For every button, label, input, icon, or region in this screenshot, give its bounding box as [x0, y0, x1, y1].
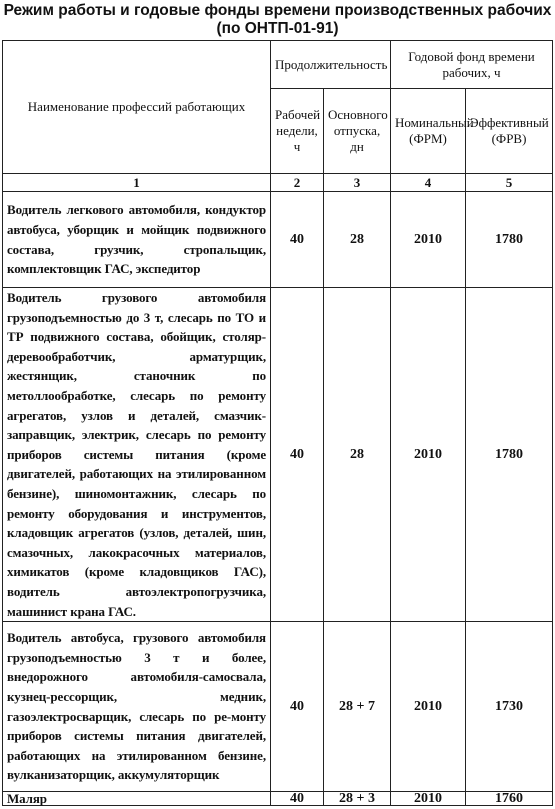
nominal-fund-cell: 2010	[391, 288, 466, 622]
table-row	[3, 192, 553, 288]
profession-cell: Водитель автобуса, грузового автомобиля грузоподъемностью 3 т и более, внедорожного автомобиля-самосвала, кузнец-рессорщик, медник, газоэлектросварщик, слесарь по ре-монту приборов системы питания двигателей, работающих на этилированном бензине, вулканизаторщик, аккумуляторщик	[3, 622, 271, 792]
table-row	[3, 622, 553, 792]
header-duration: Продолжительность	[271, 41, 391, 89]
column-number: 3	[324, 174, 391, 192]
column-number: 4	[391, 174, 466, 192]
work-week-cell: 40	[271, 622, 324, 792]
header-row-groups	[3, 41, 553, 89]
header-profession: Наименование профессий работающих	[3, 41, 271, 174]
nominal-fund-cell: 2010	[391, 792, 466, 806]
header-work-week: Рабочей недели, ч	[271, 89, 324, 174]
work-time-table	[2, 40, 553, 806]
work-week-cell: 40	[271, 288, 324, 622]
work-week-cell: 40	[271, 792, 324, 806]
nominal-fund-cell: 2010	[391, 192, 466, 288]
column-number: 1	[3, 174, 271, 192]
main-leave-cell: 28 + 3	[324, 792, 391, 806]
profession-cell: Водитель легкового автомобиля, кондуктор автобуса, уборщик и мойщик подвижного состава, грузчик, стропальщик, комплектовщик ГАС, экспедитор	[3, 192, 271, 288]
main-leave-cell: 28	[324, 288, 391, 622]
effective-fund-cell: 1760	[466, 792, 553, 806]
column-number: 2	[271, 174, 324, 192]
effective-fund-cell: 1780	[466, 192, 553, 288]
header-main-leave: Основного отпуска, дн	[324, 89, 391, 174]
column-number-row	[3, 174, 553, 192]
table-row	[3, 288, 553, 622]
title-line-2: (по ОНТП-01-91)	[216, 20, 339, 37]
effective-fund-cell: 1730	[466, 622, 553, 792]
title-line-1: Режим работы и годовые фонды времени производственных рабочих	[3, 2, 552, 19]
profession-cell: Водитель грузового автомобиля грузоподъемностью до 3 т, слесарь по ТО и ТР подвижного состава, обойщик, столяр-деревообработчик, арматурщик, жестянщик, станочник по метоллообработке, слесарь по ремонту агрегатов, узлов и деталей, смазчик-заправщик, электрик, слесарь по ремонту приборов системы питания (кроме двигателей, работающих на этилированном бензине), шиномонтажник, слесарь по ремонту оборудования и инструментов, кладовщик агрегатов (узлов, деталей, шин, смазочных, лакокрасочных материалов, химикатов (кроме кладовщиков ГАС), водитель автоэлектропогрузчика, машинист крана ГАС.	[3, 288, 271, 622]
nominal-fund-cell: 2010	[391, 622, 466, 792]
work-week-cell: 40	[271, 192, 324, 288]
column-number: 5	[466, 174, 553, 192]
table-row	[3, 792, 553, 806]
header-nominal: Номинальный (ФРМ)	[391, 89, 466, 174]
header-annual-fund: Годовой фонд времени рабочих, ч	[391, 41, 553, 89]
profession-cell: Маляр	[3, 792, 271, 806]
header-effective: Эффективный (ФРВ)	[466, 89, 553, 174]
main-leave-cell: 28	[324, 192, 391, 288]
page-title	[0, 0, 555, 38]
main-leave-cell: 28 + 7	[324, 622, 391, 792]
effective-fund-cell: 1780	[466, 288, 553, 622]
